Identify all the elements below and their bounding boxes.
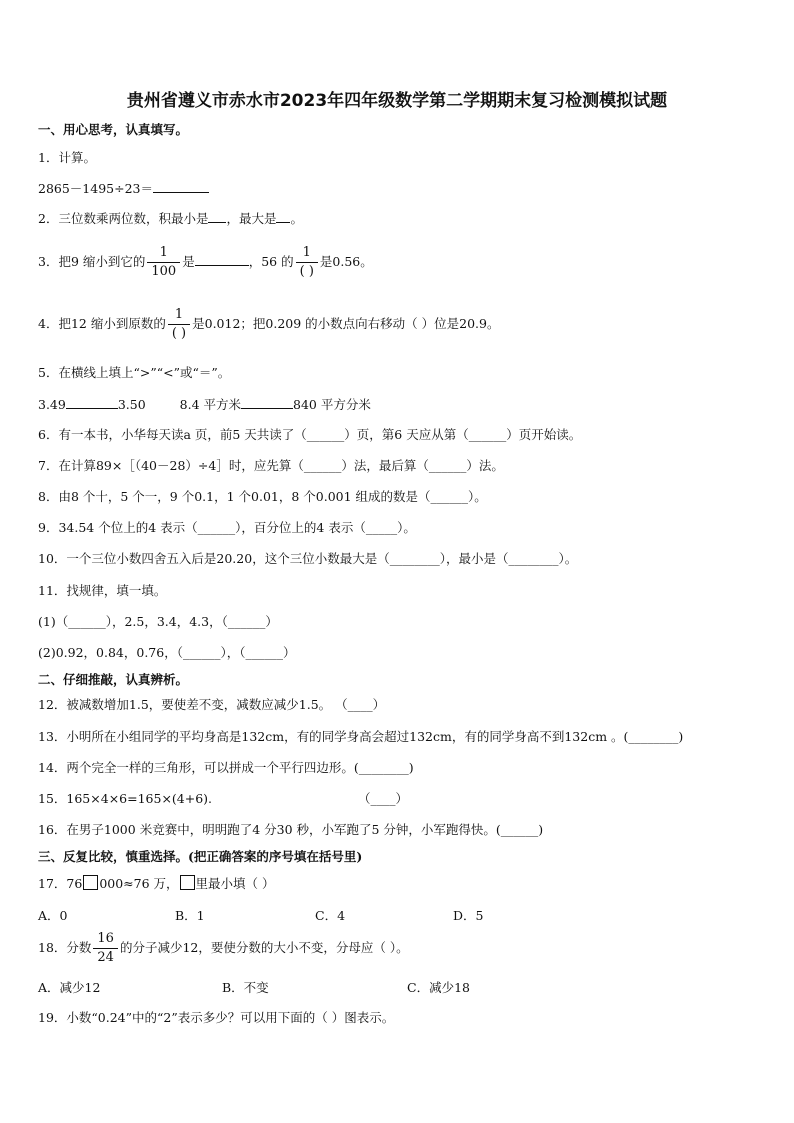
question-17-part-a: 17．76 — [38, 876, 83, 891]
option-b[interactable]: B．1 — [175, 908, 205, 923]
fraction-denominator: 24 — [97, 950, 114, 965]
question-18 — [38, 930, 409, 967]
question-6: 6．有一本书，小华每天读a 页，前5 天共读了（______）页，第6 天应从第（______）页开始读。 — [38, 427, 582, 442]
fraction-numerator: 1 — [168, 306, 190, 325]
option-c[interactable]: C．减少18 — [407, 980, 470, 995]
blank-box — [180, 875, 195, 890]
compare-right-b: 840 平方分米 — [293, 397, 371, 412]
question-3-part-d: 是0.56。 — [319, 254, 373, 269]
question-3-part-b: 是 — [182, 254, 195, 269]
question-3-part-c: ，56 的 — [248, 254, 294, 269]
question-15-text: 15．165×4×6=165×(4+6). — [38, 791, 213, 806]
answer-blank — [195, 253, 249, 266]
question-2 — [38, 210, 303, 227]
question-2-part-c: 。 — [290, 211, 303, 226]
section-heading: 三、反复比较，慎重选择。(把正确答案的序号填在括号里) — [38, 849, 363, 864]
question-5-compare — [38, 396, 371, 413]
question-16: 16．在男子1000 米竞赛中，明明跑了4 分30 秒，小军跑了5 分钟，小军跑得快。(______) — [38, 822, 544, 837]
question-1-expression — [38, 180, 209, 197]
question-13: 13．小明所在小组同学的平均身高是132cm，有的同学身高会超过132cm，有的同学身高不到132cm 。(________) — [38, 729, 684, 744]
question-1: 1．计算。 — [38, 150, 96, 165]
question-2-part-b: ，最大是 — [226, 211, 277, 226]
question-10: 10．一个三位小数四舍五入后是20.20，这个三位小数最大是（________），最小是（________）。 — [38, 551, 578, 566]
option-a[interactable]: A．0 — [38, 908, 68, 923]
option-b[interactable]: B．不变 — [222, 980, 269, 995]
question-9: 9．34.54 个位上的4 表示（______），百分位上的4 表示（_____）。 — [38, 520, 416, 535]
answer-blank — [276, 210, 290, 223]
question-2-part-a: 2．三位数乘两位数，积最小是 — [38, 211, 209, 226]
question-18-part-a: 18．分数 — [38, 940, 92, 955]
question-11-part-2: (2)0.92，0.84，0.76，（______），（______） — [38, 645, 296, 660]
question-3-part-a: 3．把9 缩小到它的 — [38, 254, 146, 269]
answer-blank — [66, 396, 118, 409]
fraction — [168, 306, 190, 343]
answer-blank — [208, 210, 226, 223]
fraction-denominator: 100 — [151, 264, 177, 279]
option-d[interactable]: D．5 — [453, 908, 484, 923]
question-3 — [38, 244, 373, 281]
fraction — [147, 244, 180, 281]
compare-left-b: 3.50 — [117, 397, 146, 412]
question-11-part-1: (1)（______），2.5，3.4，4.3，（______） — [38, 614, 278, 629]
answer-blank — [241, 396, 293, 409]
question-4-part-b: 是0.012；把0.209 的小数点向右移动（ ）位是20.9。 — [192, 316, 500, 331]
fraction — [296, 244, 318, 281]
fraction — [93, 930, 118, 967]
answer-blank — [153, 180, 209, 193]
question-5: 5．在横线上填上“>”“<”或“＝”。 — [38, 365, 231, 380]
question-17-part-b: 000≈76 万， — [99, 876, 179, 891]
section-heading: 二、仔细推敲，认真辨析。 — [38, 672, 189, 687]
option-c[interactable]: C．4 — [315, 908, 346, 923]
blank-box — [83, 875, 98, 890]
question-17-part-c: 里最小填（ ） — [195, 876, 275, 891]
question-18-part-b: 的分子减少12，要使分数的大小不变，分母应（ ）。 — [119, 940, 409, 955]
expression-text: 2865－1495÷23＝ — [38, 181, 154, 196]
question-17 — [38, 875, 275, 892]
option-a[interactable]: A．减少12 — [38, 980, 101, 995]
question-12: 12．被减数增加1.5，要使差不变，减数应减少1.5。 （____） — [38, 697, 386, 712]
fraction-numerator: 16 — [93, 930, 118, 949]
page-title: 贵州省遵义市赤水市2023年四年级数学第二学期期末复习检测模拟试题 — [126, 91, 668, 111]
question-14: 14．两个完全一样的三角形，可以拼成一个平行四边形。(________) — [38, 760, 414, 775]
question-4 — [38, 306, 499, 343]
question-15 — [38, 791, 408, 807]
question-8: 8．由8 个十，5 个一，9 个0.1，1 个0.01，8 个0.001 组成的数是（______）。 — [38, 489, 487, 504]
compare-right-a: 8.4 平方米 — [179, 397, 242, 412]
question-19: 19．小数“0.24”中的“2”表示多少？可以用下面的（ ）图表示。 — [38, 1010, 395, 1025]
fraction-denominator: ( ) — [171, 326, 187, 341]
question-11: 11．找规律，填一填。 — [38, 583, 167, 598]
question-7: 7．在计算89×［（40－28）÷4］时，应先算（______）法，最后算（______）法。 — [38, 458, 504, 473]
compare-left-a: 3.49 — [38, 397, 66, 412]
question-4-part-a: 4．把12 缩小到原数的 — [38, 316, 166, 331]
answer-blank: （____） — [358, 791, 409, 806]
section-heading: 一、用心思考，认真填写。 — [38, 122, 189, 137]
fraction-numerator: 1 — [147, 244, 180, 263]
fraction-numerator: 1 — [296, 244, 318, 263]
fraction-denominator: ( ) — [299, 264, 314, 279]
